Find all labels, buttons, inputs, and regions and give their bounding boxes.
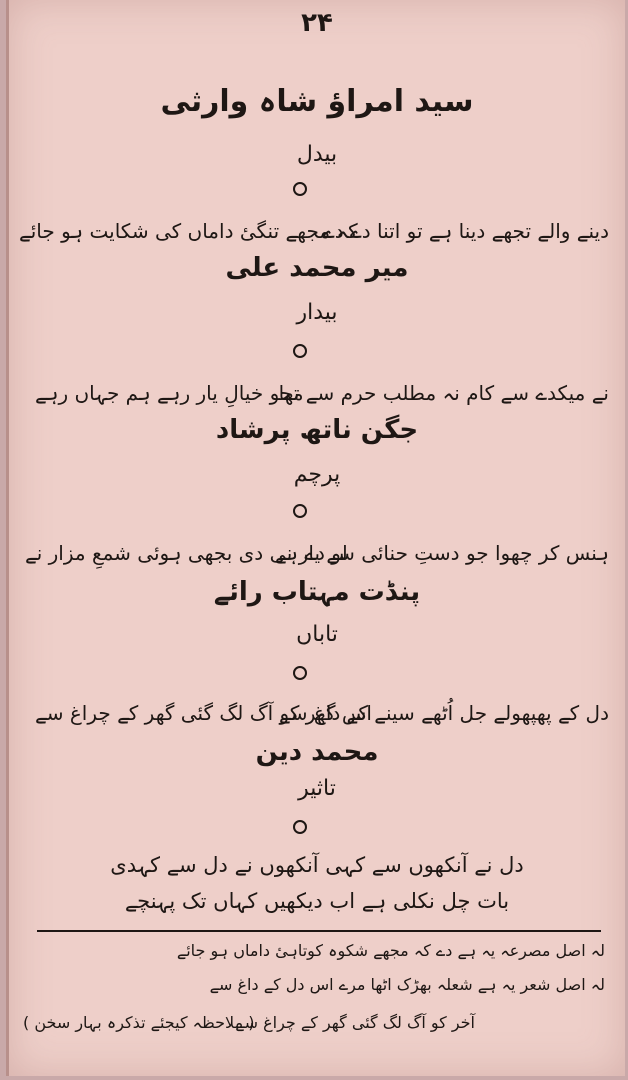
poet-name: میر محمد علی [225,253,409,283]
verse-second-line: بات چل نکلی ہے اب دیکھیں کہاں تک پہنچے [124,889,510,913]
verse-first-line: دل کے پھپھولے جل اُٹھے سینے کے داغ سے [279,701,609,725]
book-page [6,0,625,1076]
poet-name: پنڈت مہتاب رائے [213,577,421,607]
meter-title: بیدل [296,142,338,167]
poet-name: محمد دین [255,737,379,767]
footnote-divider [37,930,601,932]
footnote-1: لہ اصل مصرعہ یہ ہے دے کہ مجھے شکوہ کوتاہیٔ داماں ہو جائے [176,941,605,960]
verse-first-line: دینے والے تجھے دینا ہے تو اتنا دے دے [323,219,609,243]
verse-first-line: نے میکدے سے کام نہ مطلب حرم سے تھا [278,381,609,405]
section-marker-icon [293,820,307,834]
verse-second-line: لو دے ہی دی بجھی ہوئی شمعِ مزار نے [25,541,348,565]
verse-second-line: محو خیالِ یار رہے ہم جہاں رہے [35,381,304,405]
page-number: ۲۴ [301,8,333,38]
poet-name: جگن ناتھ پرشاد [215,415,419,445]
verse-first-line: ہنس کر چھوا جو دستِ حنائی سے یار نے [275,541,609,565]
section-marker-icon [293,344,307,358]
footnote-reference: ( ملاحظہ کیجئے تذکرہ بہار سخن ) [23,1013,255,1032]
section-marker-icon [293,182,307,196]
meter-title: پرچم [293,462,341,487]
footnote-2: لہ اصل شعر یہ ہے شعلہ بھڑک اٹھا مرے اس دل کے داغ سے [209,975,605,994]
section-marker-icon [293,666,307,680]
verse-first-line: دل نے آنکھوں سے کہی آنکھوں نے دل سے کہدی [110,853,524,877]
footnote-3: آخر کو آگ لگ گئی گھر کے چراغ سے [235,1013,475,1032]
meter-title: تاثیر [298,776,336,801]
section-marker-icon [293,504,307,518]
page-heading: سید امراؤ شاہ وارثی [160,84,474,119]
meter-title: بیدار [296,300,338,325]
verse-second-line: کہ مجھے تنگیٔ داماں کی شکایت ہو جائے [19,219,358,243]
verse-second-line: اس گھر کو آگ لگ گئی گھر کے چراغ سے [35,701,372,725]
meter-title: تاباں [296,622,338,647]
